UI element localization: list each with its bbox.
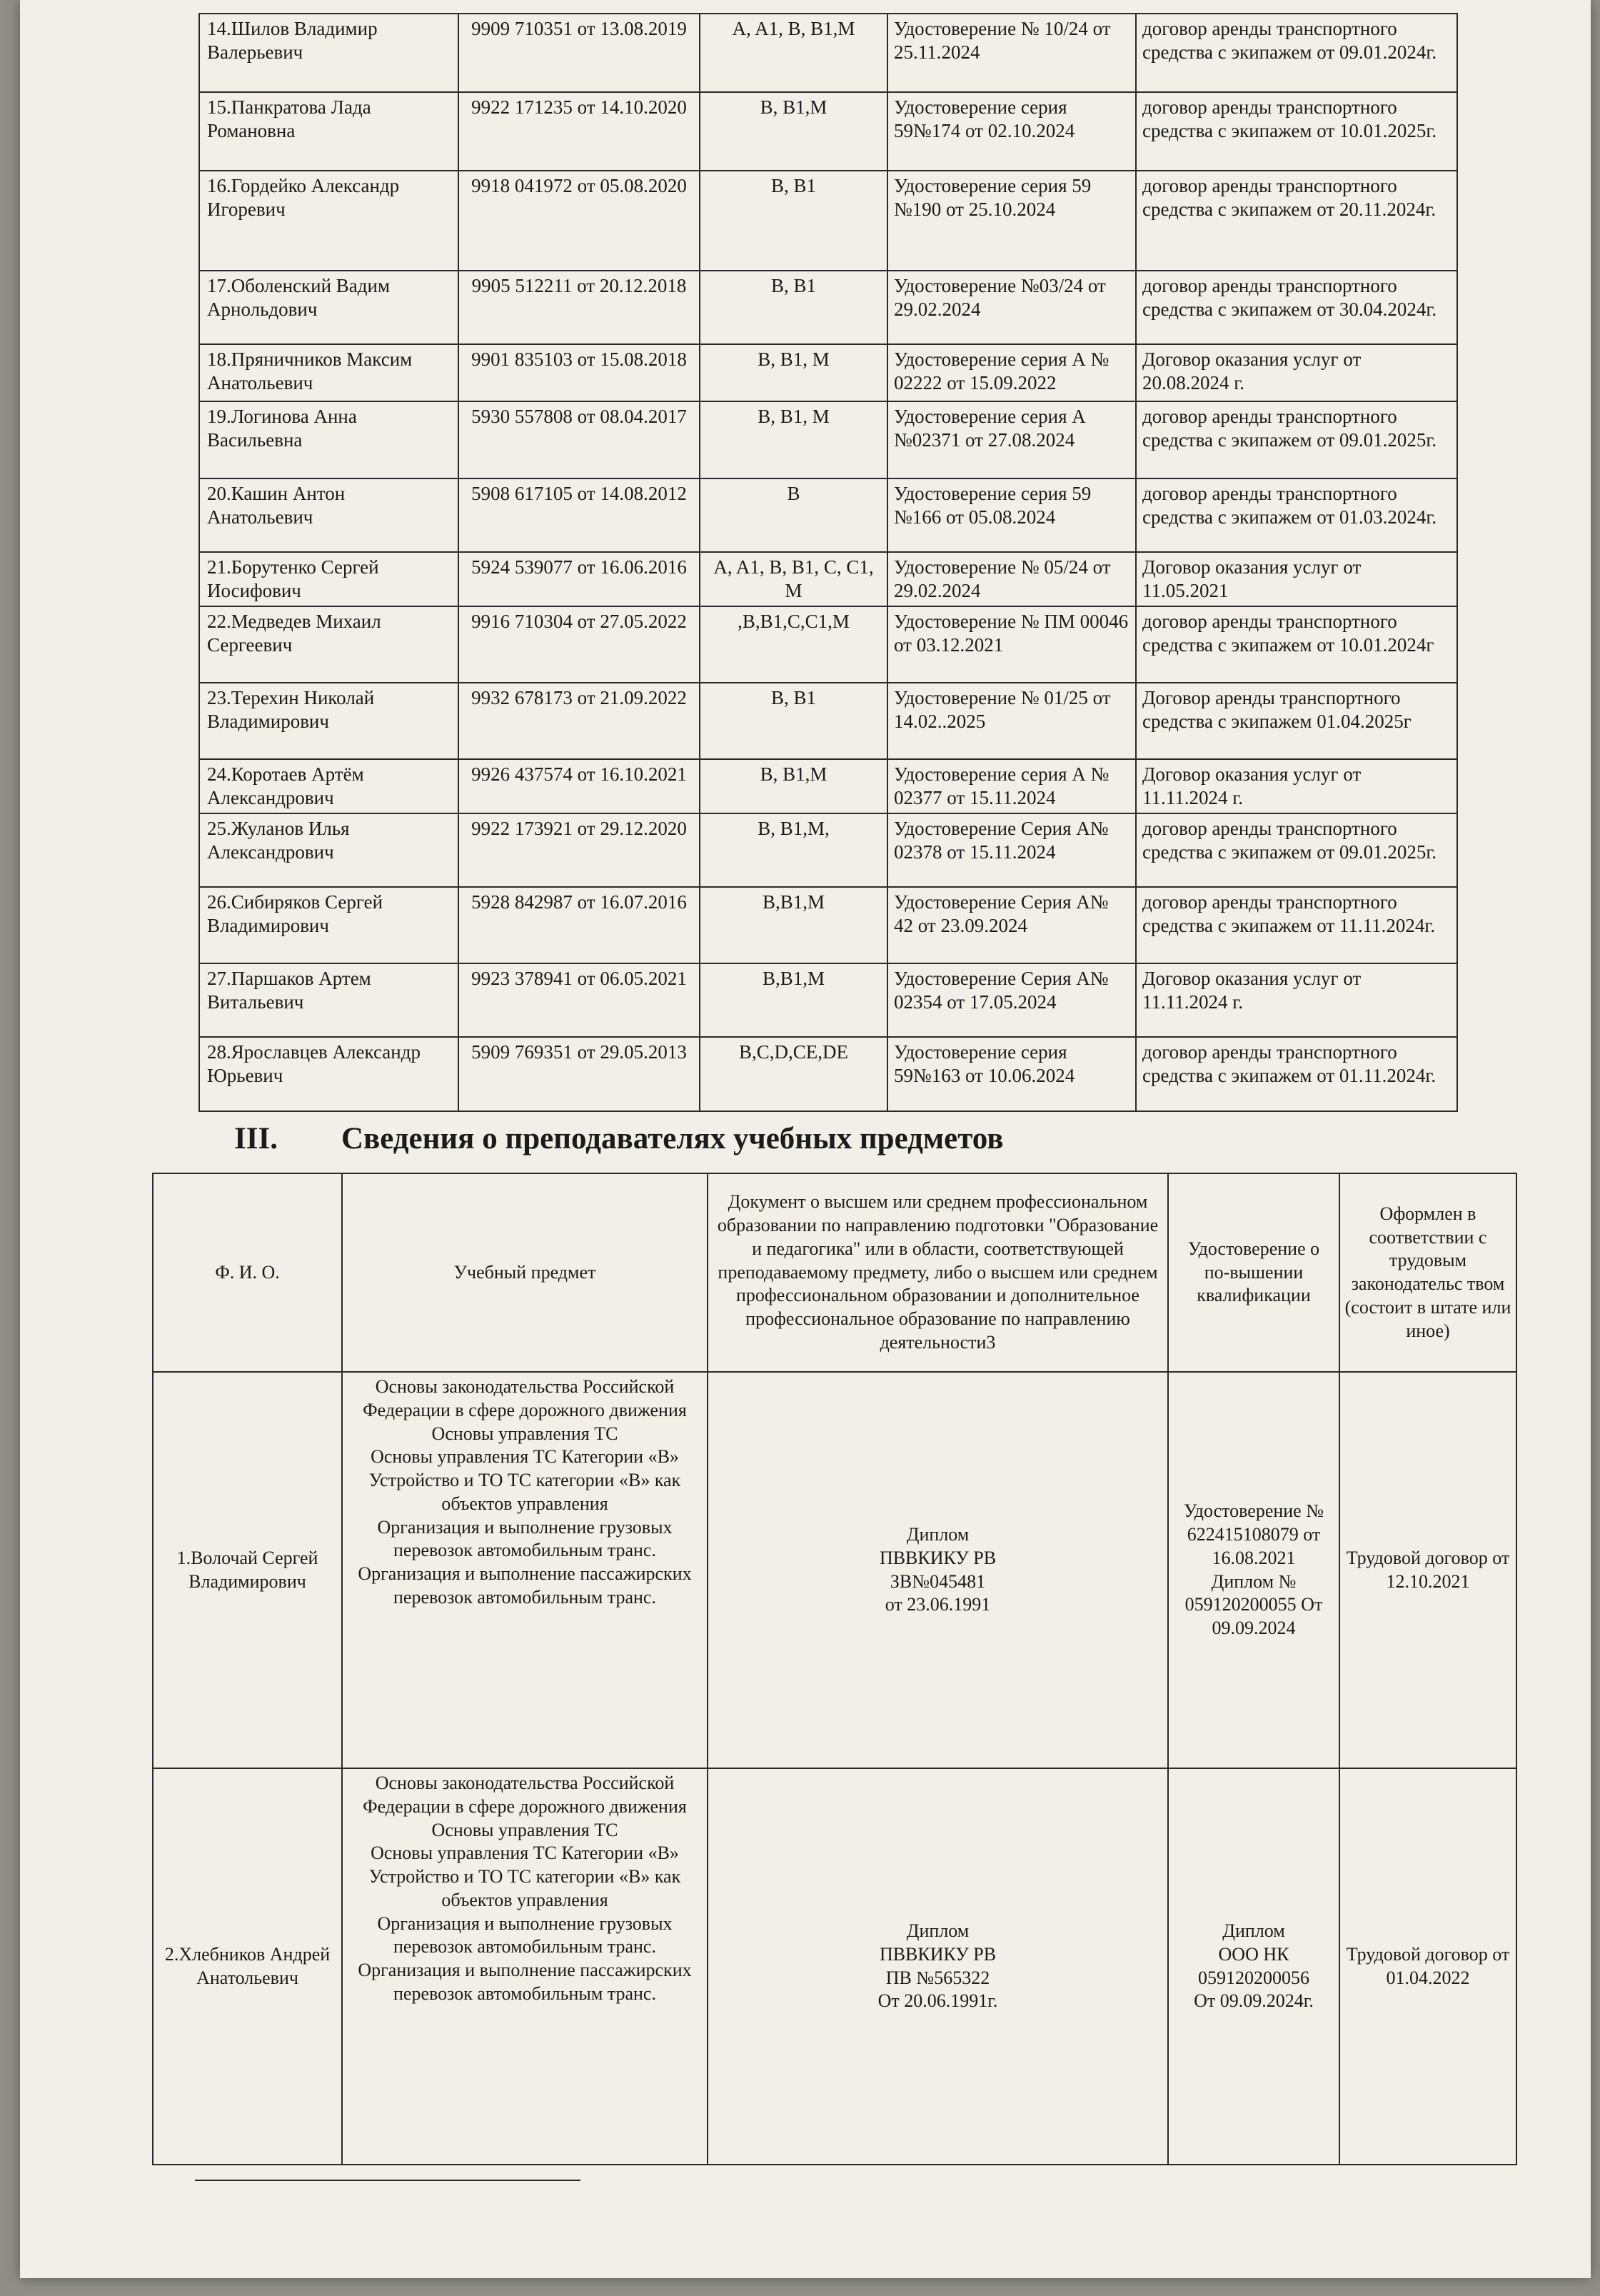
name-cell: 20.Кашин Антон Анатольевич <box>199 478 458 552</box>
certificate-cell: Удостоверение серия А № 02377 от 15.11.2024 <box>887 759 1136 813</box>
basis-cell: договор аренды транспортного средства с экипажем от 10.01.2024г <box>1136 606 1457 683</box>
instructor-row <box>199 344 1457 401</box>
license-cell: 9918 041972 от 05.08.2020 <box>458 171 700 271</box>
certificate-cell: Удостоверение №03/24 от 29.02.2024 <box>887 271 1136 344</box>
categories-cell: B, B1 <box>700 171 887 271</box>
instructor-row <box>199 552 1457 606</box>
basis-cell: договор аренды транспортного средства с экипажем от 09.01.2025г. <box>1136 813 1457 887</box>
categories-cell: B, B1, M <box>700 401 887 478</box>
basis-cell: Договор оказания услуг от 20.08.2024 г. <box>1136 344 1457 401</box>
header-name: Ф. И. О. <box>153 1173 342 1372</box>
instructor-row <box>199 92 1457 171</box>
section-title: Сведения о преподавателях учебных предметов <box>341 1122 1004 1155</box>
license-cell: 5930 557808 от 08.04.2017 <box>458 401 700 478</box>
instructor-row <box>199 401 1457 478</box>
license-cell: 9905 512211 от 20.12.2018 <box>458 271 700 344</box>
basis-cell: Договор аренды транспортного средства с экипажем 01.04.2025г <box>1136 683 1457 759</box>
name-cell: 17.Оболенский Вадим Арнольдович <box>199 271 458 344</box>
name-cell: 14.Шилов Владимир Валерьевич <box>199 14 458 92</box>
categories-cell: A, A1, B, B1, C, C1, M <box>700 552 887 606</box>
teacher-education-cell: Диплом ПВВКИКУ РВ ПВ №565322 От 20.06.1991г. <box>708 1768 1168 2165</box>
teacher-subjects-cell: Основы законодательства Российской Федерации в сфере дорожного движения Основы управления ТС Основы управления ТС Категории «В» Устройство и ТО ТС категории «В» как объектов управления Организация и выполнение грузовых перевозок автомобильным транс. Организация и выполнение пассажирских перевозок автомобильным транс. <box>342 1372 708 1768</box>
footnote-separator <box>195 2180 580 2181</box>
instructor-row <box>199 271 1457 344</box>
certificate-cell: Удостоверение Серия А№ 02354 от 17.05.2024 <box>887 963 1136 1037</box>
name-cell: 26.Сибиряков Сергей Владимирович <box>199 887 458 963</box>
name-cell: 25.Жуланов Илья Александрович <box>199 813 458 887</box>
teachers-header-row <box>153 1173 1516 1372</box>
instructor-row <box>199 963 1457 1037</box>
certificate-cell: Удостоверение № 05/24 от 29.02.2024 <box>887 552 1136 606</box>
name-cell: 18.Пряничников Максим Анатольевич <box>199 344 458 401</box>
name-cell: 15.Панкратова Лада Романовна <box>199 92 458 171</box>
license-cell: 9901 835103 от 15.08.2018 <box>458 344 700 401</box>
teacher-subjects-cell: Основы законодательства Российской Федерации в сфере дорожного движения Основы управления ТС Основы управления ТС Категории «В» Устройство и ТО ТС категории «В» как объектов управления Организация и выполнение грузовых перевозок автомобильным транс. Организация и выполнение пассажирских перевозок автомобильным транс. <box>342 1768 708 2165</box>
categories-cell: B, B1,M, <box>700 813 887 887</box>
basis-cell: договор аренды транспортного средства с экипажем от 30.04.2024г. <box>1136 271 1457 344</box>
license-cell: 9932 678173 от 21.09.2022 <box>458 683 700 759</box>
license-cell: 9926 437574 от 16.10.2021 <box>458 759 700 813</box>
categories-cell: B,B1,M <box>700 887 887 963</box>
name-cell: 23.Терехин Николай Владимирович <box>199 683 458 759</box>
license-cell: 5909 769351 от 29.05.2013 <box>458 1037 700 1111</box>
basis-cell: договор аренды транспортного средства с экипажем от 11.11.2024г. <box>1136 887 1457 963</box>
license-cell: 5908 617105 от 14.08.2012 <box>458 478 700 552</box>
categories-cell: ,B,B1,C,C1,M <box>700 606 887 683</box>
categories-cell: A, A1, B, B1,M <box>700 14 887 92</box>
teacher-row <box>153 1768 1516 2165</box>
certificate-cell: Удостоверение № 01/25 от 14.02..2025 <box>887 683 1136 759</box>
instructor-row <box>199 478 1457 552</box>
basis-cell: договор аренды транспортного средства с экипажем от 09.01.2024г. <box>1136 14 1457 92</box>
header-education: Документ о высшем или среднем профессиональном образовании по направлению подготовки "Образование и педагогика" или в области, соответствующей преподаваемому предмету, либо о высшем или среднем профессиональном образовании и дополнительное профессиональное образование по направлению деятельности3 <box>708 1173 1168 1372</box>
header-employment: Оформлен в соответствии с трудовым законодательс твом (состоит в штате или иное) <box>1339 1173 1516 1372</box>
instructor-row <box>199 759 1457 813</box>
basis-cell: договор аренды транспортного средства с экипажем от 09.01.2025г. <box>1136 401 1457 478</box>
teacher-employment-cell: Трудовой договор от 12.10.2021 <box>1339 1372 1516 1768</box>
license-cell: 9909 710351 от 13.08.2019 <box>458 14 700 92</box>
license-cell: 9922 173921 от 29.12.2020 <box>458 813 700 887</box>
instructor-row <box>199 1037 1457 1111</box>
certificate-cell: Удостоверение серия 59 №190 от 25.10.2024 <box>887 171 1136 271</box>
certificate-cell: Удостоверение № 10/24 от 25.11.2024 <box>887 14 1136 92</box>
basis-cell: Договор оказания услуг от 11.11.2024 г. <box>1136 963 1457 1037</box>
name-cell: 19.Логинова Анна Васильевна <box>199 401 458 478</box>
categories-cell: B, B1, M <box>700 344 887 401</box>
name-cell: 27.Паршаков Артем Витальевич <box>199 963 458 1037</box>
categories-cell: B,B1,M <box>700 963 887 1037</box>
teacher-qualification-cell: Диплом ООО НК 059120200056 От 09.09.2024г. <box>1168 1768 1339 2165</box>
license-cell: 9916 710304 от 27.05.2022 <box>458 606 700 683</box>
name-cell: 22.Медведев Михаил Сергеевич <box>199 606 458 683</box>
certificate-cell: Удостоверение серия 59№163 от 10.06.2024 <box>887 1037 1136 1111</box>
instructor-row <box>199 683 1457 759</box>
teacher-qualification-cell: Удостоверение № 622415108079 от 16.08.2021 Диплом № 059120200055 От 09.09.2024 <box>1168 1372 1339 1768</box>
basis-cell: Договор оказания услуг от 11.05.2021 <box>1136 552 1457 606</box>
categories-cell: B,C,D,CE,DE <box>700 1037 887 1111</box>
certificate-cell: Удостоверение Серия А№ 42 от 23.09.2024 <box>887 887 1136 963</box>
name-cell: 24.Коротаев Артём Александрович <box>199 759 458 813</box>
basis-cell: договор аренды транспортного средства с экипажем от 10.01.2025г. <box>1136 92 1457 171</box>
document-page <box>20 0 1591 2278</box>
certificate-cell: Удостоверение серия 59 №166 от 05.08.2024 <box>887 478 1136 552</box>
certificate-cell: Удостоверение серия А № 02222 от 15.09.2022 <box>887 344 1136 401</box>
instructor-row <box>199 14 1457 92</box>
teacher-education-cell: Диплом ПВВКИКУ РВ ЗВ№045481 от 23.06.1991 <box>708 1372 1168 1768</box>
name-cell: 21.Борутенко Сергей Иосифович <box>199 552 458 606</box>
teacher-name-cell: 2.Хлебников Андрей Анатольевич <box>153 1768 342 2165</box>
header-qualification: Удостоверение о по-вышении квалификации <box>1168 1173 1339 1372</box>
basis-cell: Договор оказания услуг от 11.11.2024 г. <box>1136 759 1457 813</box>
section-heading <box>234 1121 1003 1156</box>
teacher-name-cell: 1.Волочай Сергей Владимирович <box>153 1372 342 1768</box>
basis-cell: договор аренды транспортного средства с экипажем от 20.11.2024г. <box>1136 171 1457 271</box>
categories-cell: B, B1 <box>700 683 887 759</box>
categories-cell: B, B1,M <box>700 92 887 171</box>
header-subject: Учебный предмет <box>342 1173 708 1372</box>
certificate-cell: Удостоверение № ПМ 00046 от 03.12.2021 <box>887 606 1136 683</box>
instructor-row <box>199 606 1457 683</box>
certificate-cell: Удостоверение Серия А№ 02378 от 15.11.2024 <box>887 813 1136 887</box>
section-number: III. <box>234 1122 278 1155</box>
certificate-cell: Удостоверение серия А №02371 от 27.08.2024 <box>887 401 1136 478</box>
name-cell: 16.Гордейко Александр Игоревич <box>199 171 458 271</box>
teacher-row <box>153 1372 1516 1768</box>
license-cell: 5928 842987 от 16.07.2016 <box>458 887 700 963</box>
instructors-table <box>198 13 1458 1112</box>
instructor-row <box>199 813 1457 887</box>
teachers-table <box>152 1173 1517 2165</box>
license-cell: 9923 378941 от 06.05.2021 <box>458 963 700 1037</box>
categories-cell: B <box>700 478 887 552</box>
license-cell: 5924 539077 от 16.06.2016 <box>458 552 700 606</box>
name-cell: 28.Ярославцев Александр Юрьевич <box>199 1037 458 1111</box>
basis-cell: договор аренды транспортного средства с экипажем от 01.03.2024г. <box>1136 478 1457 552</box>
license-cell: 9922 171235 от 14.10.2020 <box>458 92 700 171</box>
categories-cell: B, B1 <box>700 271 887 344</box>
certificate-cell: Удостоверение серия 59№174 от 02.10.2024 <box>887 92 1136 171</box>
categories-cell: B, B1,M <box>700 759 887 813</box>
instructor-row <box>199 887 1457 963</box>
basis-cell: договор аренды транспортного средства с экипажем от 01.11.2024г. <box>1136 1037 1457 1111</box>
teacher-employment-cell: Трудовой договор от 01.04.2022 <box>1339 1768 1516 2165</box>
instructor-row <box>199 171 1457 271</box>
